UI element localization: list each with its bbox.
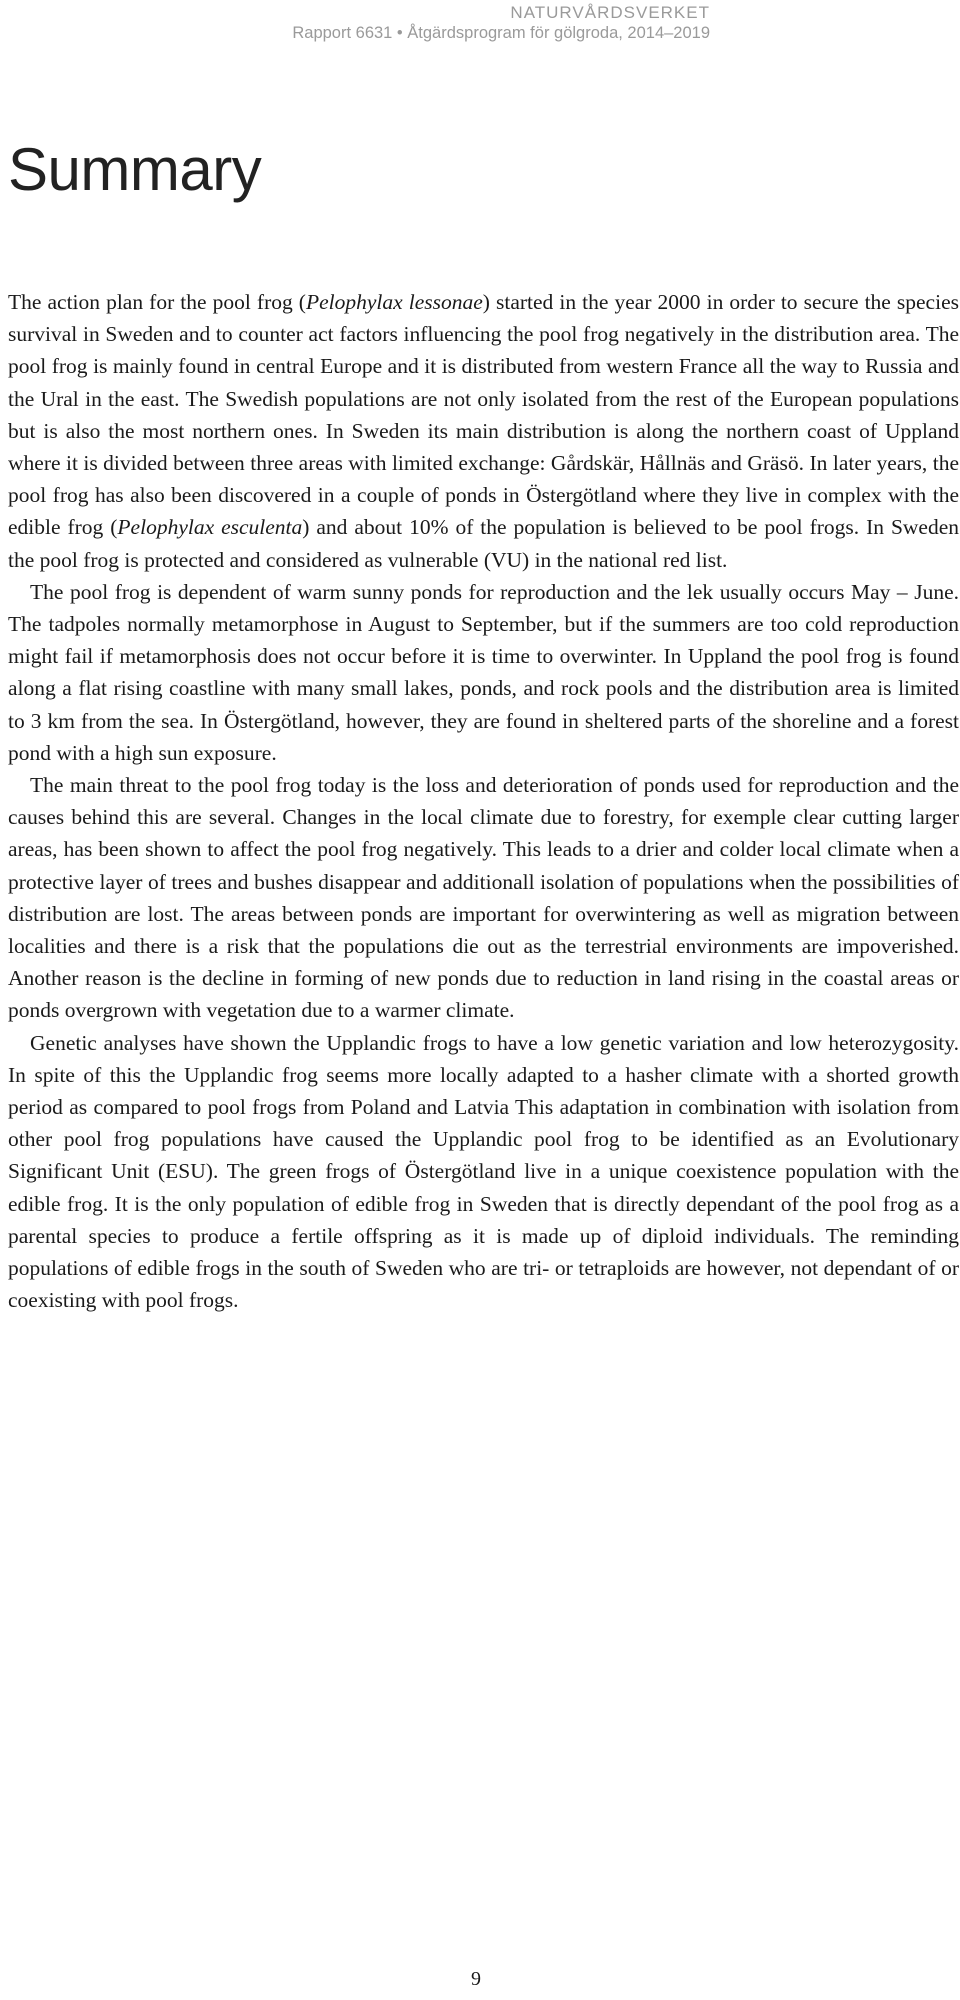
paragraph-1	[8, 286, 959, 576]
header-report-line: Rapport 6631 • Åtgärdsprogram för gölgroda, 2014–2019	[292, 24, 710, 43]
paragraph-2: The pool frog is dependent of warm sunny ponds for reproduction and the lek usually occurs May – June. The tadpoles normally metamorphose in August to September, but if the summers are too cold reproduction might fail if metamorphosis does not occur before it is time to overwinter. In Uppland the pool frog is found along a flat rising coastline with many small lakes, ponds, and rock pools and the distribution area is limited to 3 km from the sea. In Östergötland, however, they are found in sheltered parts of the shoreline and a forest pond with a high sun exposure.	[8, 579, 959, 765]
summary-body	[8, 286, 959, 1317]
header-organization: NATURVÅRDSVERKET	[510, 3, 710, 22]
paragraph-4: Genetic analyses have shown the Upplandic frogs to have a low genetic variation and low heterozygosity. In spite of this the Upplandic frog seems more locally adapted to a hasher climate with a shorted growth period as compared to pool frogs from Poland and Latvia This adaptation in combination with isolation from other pool frog populations have caused the Upplandic pool frog to be identified as an Evolutionary Significant Unit (ESU). The green frogs of Östergötland live in a unique coexistence population with the edible frog. It is the only population of edible frog in Sweden that is directly dependant of the pool frog as a parental species to produce a fertile offspring as it is made up of diploid individuals. The reminding populations of edible frogs in the south of Sweden who are tri- or tetraploids are however, not dependant of or coexisting with pool frogs.	[8, 1030, 959, 1313]
paragraph-1-text-1: The action plan for the pool frog (	[8, 290, 306, 314]
page-number: 9	[471, 1968, 481, 1990]
paragraph-1-text-3: ) and about 10% of the population is believed to be pool frogs. In Sweden the pool frog is protected and considered as vulnerable (VU) in the national red list.	[8, 515, 960, 572]
paragraph-1-text-2: ) started in the year 2000 in order to secure the species survival in Sweden and to counter act factors influencing the pool frog negatively in the distribution area. The pool frog is mainly found in central Europe and it is distributed from western France all the way to Russia and the Ural in the east. The Swedish populations are not only isolated from the rest of the European populations but is also the most northern ones. In Sweden its main distribution is along the northern coast of Uppland where it is divided between three areas with limited exchange: Gårdskär, Hållnäs and Gräsö. In later years, the pool frog has also been discovered in a couple of ponds in Östergötland where they live in complex with the edible frog (	[8, 290, 959, 540]
running-header	[292, 2, 710, 44]
species-name-pool-frog: Pelophylax lessonae	[305, 290, 483, 314]
paragraph-3: The main threat to the pool frog today is the loss and deterioration of ponds used for reproduction and the causes behind this are several. Changes in the local climate due to forestry, for exemple clear cutting larger areas, has been shown to affect the pool frog negatively. This leads to a drier and colder local climate when a protective layer of trees and bushes disappear and additionall isolation of populations when the possibilities of distribution are lost. The areas between ponds are important for overwintering as well as migration between localities and there is a risk that the populations die out as the terrestrial environments are impoverished. Another reason is the decline in forming of new ponds due to reduction in land rising in the coastal areas or ponds overgrown with vegetation due to a warmer climate.	[8, 773, 959, 1023]
page-title: Summary	[8, 136, 262, 203]
species-name-edible-frog: Pelophylax esculenta	[117, 515, 303, 540]
